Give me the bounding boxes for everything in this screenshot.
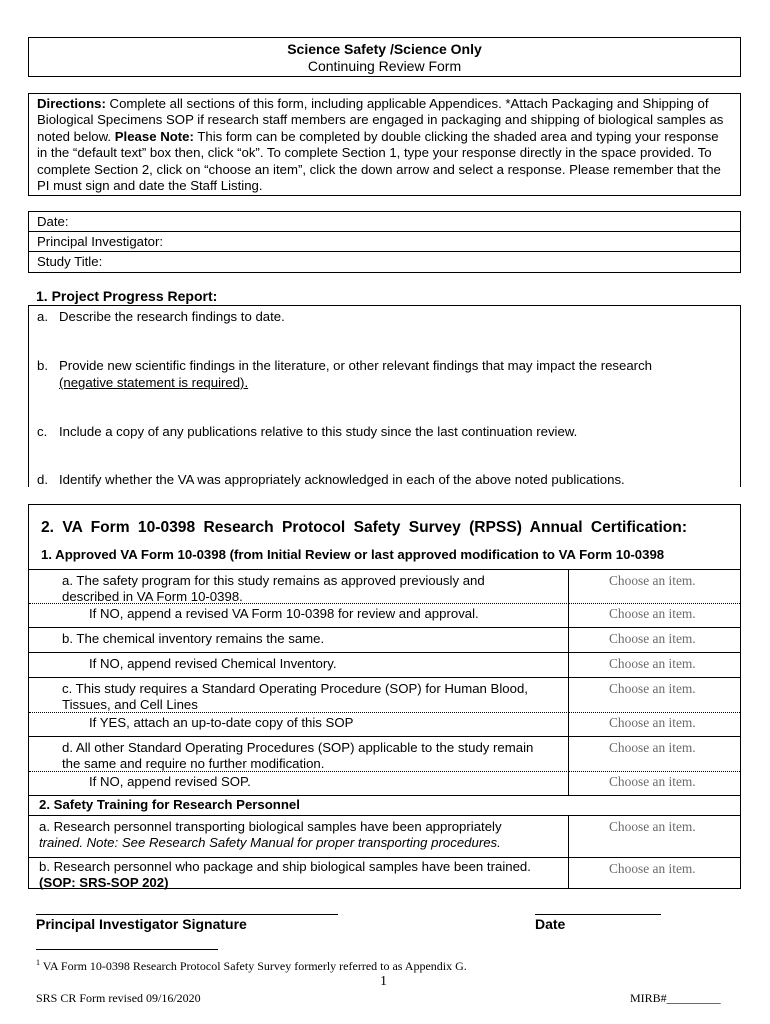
item-d-text: Identify whether the VA was appropriately acknowledged in each of the above noted publications.: [59, 472, 625, 487]
mirb-number[interactable]: MIRB#_________: [630, 991, 721, 1005]
signature-date-line[interactable]: [535, 914, 661, 915]
directions-note-text: This form can be completed by double clicking the shaded area and typing your response in the “default text” box then, click “ok”. To complete Section 1, type your response directly in the space provided. To complete Section 2, click on “choose an item”, click the down arrow and select a response. Please remember that the PI must sign and date the Staff Listing.: [37, 128, 721, 194]
question-row-b: [29, 627, 740, 677]
row-divider: [29, 603, 569, 604]
project-progress-report: [28, 305, 741, 487]
item-c-text: Include a copy of any publications relative to this study since the last continuation review.: [59, 424, 578, 439]
item-a[interactable]: [37, 308, 285, 325]
question-d-line2: the same and require no further modification.: [62, 756, 325, 771]
safety-training-header-row: [29, 795, 740, 815]
row-divider: [569, 771, 740, 772]
training-a-line1: a. Research personnel transporting biological samples have been appropriately: [39, 819, 502, 834]
question-a-sub: If NO, append a revised VA Form 10-0398 for review and approval.: [89, 606, 479, 621]
question-c-dropdown[interactable]: Choose an item.: [609, 681, 696, 696]
form-subtitle: Continuing Review Form: [307, 58, 462, 74]
footnote: [36, 958, 467, 974]
page-number: 1: [380, 974, 387, 989]
answer-cell: [569, 816, 740, 857]
directions-text: Complete all sections of this form, including applicable Appendices. *Attach Packaging and Shipping of Biological Specimens SOP if research staff members are engaged in packaging and shipping of biological samples as noted below.: [37, 96, 724, 144]
question-c-line1: c. This study requires a Standard Operating Procedure (SOP) for Human Blood,: [62, 681, 528, 696]
question-b-text: b. The chemical inventory remains the same.: [62, 631, 325, 646]
row-divider: [569, 652, 740, 653]
training-b-sop: (SOP: SRS-SOP 202): [39, 875, 169, 890]
directions-note-label: Please Note:: [114, 128, 194, 144]
item-c-label: c.: [37, 424, 48, 439]
section2-subtitle: 1. Approved VA Form 10-0398 (from Initial Review or last approved modification to VA Form 10-0398: [41, 547, 665, 562]
question-cell: [29, 858, 569, 889]
question-cell: [29, 628, 569, 677]
training-b-line1: b. Research personnel who package and ship biological samples have been trained.: [39, 859, 531, 874]
question-d-sub-dropdown[interactable]: Choose an item.: [609, 774, 696, 789]
question-b-dropdown[interactable]: Choose an item.: [609, 631, 696, 646]
pi-signature-line[interactable]: [36, 914, 338, 915]
question-a-dropdown[interactable]: Choose an item.: [609, 573, 696, 588]
training-a-note: trained. Note: See Research Safety Manual for proper transporting procedures.: [39, 835, 501, 850]
item-b[interactable]: [37, 357, 652, 391]
item-a-text: Describe the research findings to date.: [59, 309, 285, 324]
training-a-text: [39, 819, 502, 851]
question-b-sub-dropdown[interactable]: Choose an item.: [609, 656, 696, 671]
answer-cell: [569, 737, 740, 795]
question-a-sub-dropdown[interactable]: Choose an item.: [609, 606, 696, 621]
principal-investigator-field[interactable]: Principal Investigator:: [29, 232, 740, 252]
answer-cell: [569, 678, 740, 736]
question-row-c: [29, 677, 740, 736]
footnote-marker: 1: [36, 958, 40, 967]
date-field[interactable]: Date:: [29, 212, 740, 232]
item-d[interactable]: [37, 471, 625, 488]
question-c-text: [62, 681, 528, 713]
study-info-table: [28, 211, 741, 273]
training-a-dropdown[interactable]: Choose an item.: [609, 819, 696, 834]
item-b-label: b.: [37, 358, 48, 373]
item-d-label: d.: [37, 472, 48, 487]
form-title: Science Safety /Science Only: [287, 41, 482, 57]
question-a-text: [62, 573, 485, 605]
row-divider: [569, 712, 740, 713]
rpss-certification-section: [28, 504, 741, 889]
question-d-line1: d. All other Standard Operating Procedures (SOP) applicable to the study remain: [62, 740, 534, 755]
item-b-text: Provide new scientific findings in the literature, or other relevant findings that may impact the research: [59, 358, 652, 373]
section2-header: [29, 505, 740, 569]
section2-title: 2. VA Form 10-0398 Research Protocol Safety Survey (RPSS) Annual Certification:: [41, 519, 688, 536]
question-d-dropdown[interactable]: Choose an item.: [609, 740, 696, 755]
item-b-note: (negative statement is required).: [59, 375, 249, 390]
row-divider: [569, 603, 740, 604]
item-a-label: a.: [37, 309, 48, 324]
answer-cell: [569, 628, 740, 677]
directions-box: [28, 93, 741, 196]
footnote-separator: [36, 949, 218, 950]
question-cell: [29, 678, 569, 736]
question-c-sub-dropdown[interactable]: Choose an item.: [609, 715, 696, 730]
study-title-field[interactable]: Study Title:: [37, 254, 103, 269]
answer-cell: [569, 858, 740, 889]
question-c-sub: If YES, attach an up-to-date copy of this SOP: [89, 715, 354, 730]
section1-title: 1. Project Progress Report:: [36, 288, 218, 304]
question-c-line2: Tissues, and Cell Lines: [62, 697, 198, 712]
training-row-a: [29, 815, 740, 857]
question-b-sub: If NO, append revised Chemical Inventory.: [89, 656, 337, 671]
row-divider: [29, 771, 569, 772]
question-cell: [29, 570, 569, 627]
question-a-line2: described in VA Form 10-0398.: [62, 589, 243, 604]
pi-signature-label: Principal Investigator Signature: [36, 916, 247, 932]
training-row-b: [29, 857, 740, 889]
directions-label: Directions:: [37, 96, 106, 111]
form-title-box: [28, 37, 741, 77]
question-row-d: [29, 736, 740, 795]
question-cell: [29, 737, 569, 795]
form-revision: SRS CR Form revised 09/16/2020: [36, 991, 201, 1005]
question-d-text: [62, 740, 533, 772]
row-divider: [29, 652, 569, 653]
footnote-text: VA Form 10-0398 Research Protocol Safety Survey formerly referred to as Appendix G.: [40, 959, 467, 973]
answer-cell: [569, 570, 740, 627]
question-row-a: [29, 569, 740, 627]
training-b-text: [39, 859, 531, 891]
question-d-sub: If NO, append revised SOP.: [89, 774, 251, 789]
safety-training-title: 2. Safety Training for Research Personnel: [39, 797, 300, 812]
question-cell: [29, 816, 569, 857]
signature-date-label: Date: [535, 916, 566, 932]
item-c[interactable]: [37, 423, 577, 440]
training-b-dropdown[interactable]: Choose an item.: [609, 861, 696, 876]
row-divider: [29, 712, 569, 713]
question-a-line1: a. The safety program for this study remains as approved previously and: [62, 573, 485, 588]
